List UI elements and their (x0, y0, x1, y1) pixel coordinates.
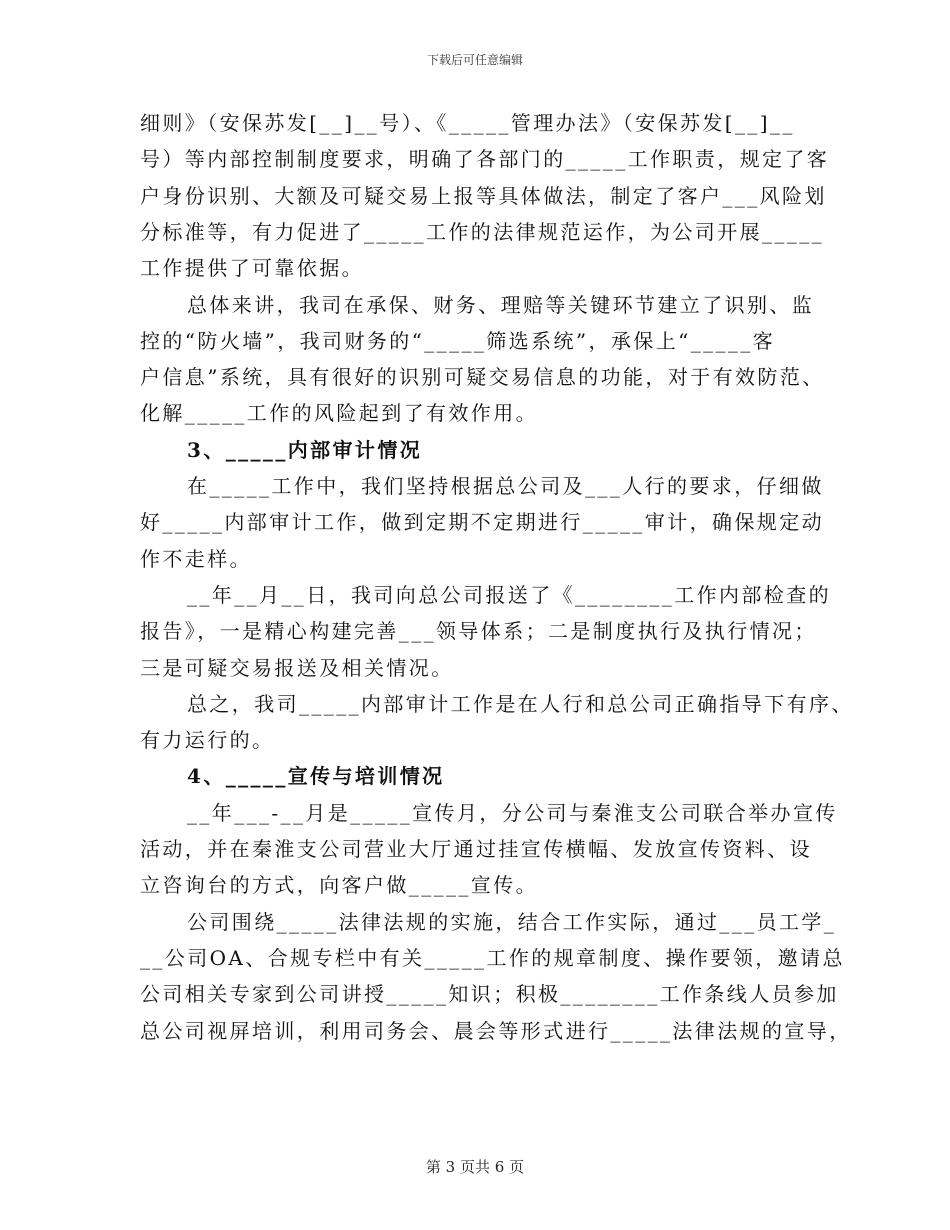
page-header: 下载后可任意编辑 (426, 53, 523, 67)
text-line: 有力运行的。 (140, 728, 275, 753)
text-line: 工作提供了可靠依据。 (140, 256, 364, 281)
text-line: 分标准等，有力促进了_____工作的法律规范运作，为公司开展_____ (140, 219, 824, 244)
text-line: 立咨询台的方式，向客户做_____宣传。 (140, 873, 538, 898)
text-line: 细则》（安保苏发[__]__号）、《_____管理办法》（安保苏发[__]__ (140, 111, 795, 135)
text-line: 在_____工作中，我们坚持根据总公司及___人行的要求，仔细做 (187, 474, 824, 498)
text-line: 总之，我司_____内部审计工作是在人行和总公司正确指导下有序、 (187, 691, 854, 716)
text-line: 三是可疑交易报送及相关情况。 (140, 655, 454, 680)
text-line: 活动，并在秦淮支公司营业大厅通过挂宣传横幅、发放宣传资料、设 (140, 837, 812, 861)
page-footer: 第 3 页共 6 页 (425, 1158, 525, 1176)
section-heading: 3、_____内部审计情况 (187, 437, 423, 462)
text-line: 总公司视屏培训，利用司务会、晨会等形式进行_____法律法规的宣导， (140, 1018, 852, 1043)
text-line: 号）等内部控制制度要求，明确了各部门的_____工作职责，规定了客 (140, 147, 830, 172)
text-line: 好_____内部审计工作，做到定期不定期进行_____审计，确保规定动 (140, 510, 824, 535)
text-line: __公司OA、合规专栏中有关_____工作的规章制度、操作要领，邀请总 (140, 945, 845, 970)
text-line: 公司围绕_____法律法规的实施，结合工作实际，通过___员工学_ (187, 909, 837, 934)
text-line: __年__月__日，我司向总公司报送了《________工作内部检查的 (187, 582, 831, 607)
text-line: 作不走样。 (140, 546, 252, 571)
text-line: 总体来讲，我司在承保、财务、理赔等关键环节建立了识别、监 (187, 292, 815, 317)
text-line: 户身份识别、大额及可疑交易上报等具体做法，制定了客户___风险划 (140, 183, 827, 208)
text-line: 化解_____工作的风险起到了有效作用。 (140, 401, 538, 426)
text-line: 报告》，一是精心构建完善___领导体系；二是制度执行及执行情况； (140, 619, 817, 644)
section-heading: 4、_____宣传与培训情况 (187, 764, 445, 789)
text-line: 户信息”系统，具有很好的识别可疑交易信息的功能，对于有效防范、 (140, 365, 825, 390)
text-line: 公司相关专家到公司讲授_____知识；积极________工作条线人员参加 (140, 982, 839, 1007)
text-line: 控的“防火墙”，我司财务的“_____筛选系统”，承保上“_____客 (140, 328, 776, 353)
text-line: __年___-__月是_____宣传月，分公司与秦淮支公司联合举办宣传 (187, 800, 838, 825)
